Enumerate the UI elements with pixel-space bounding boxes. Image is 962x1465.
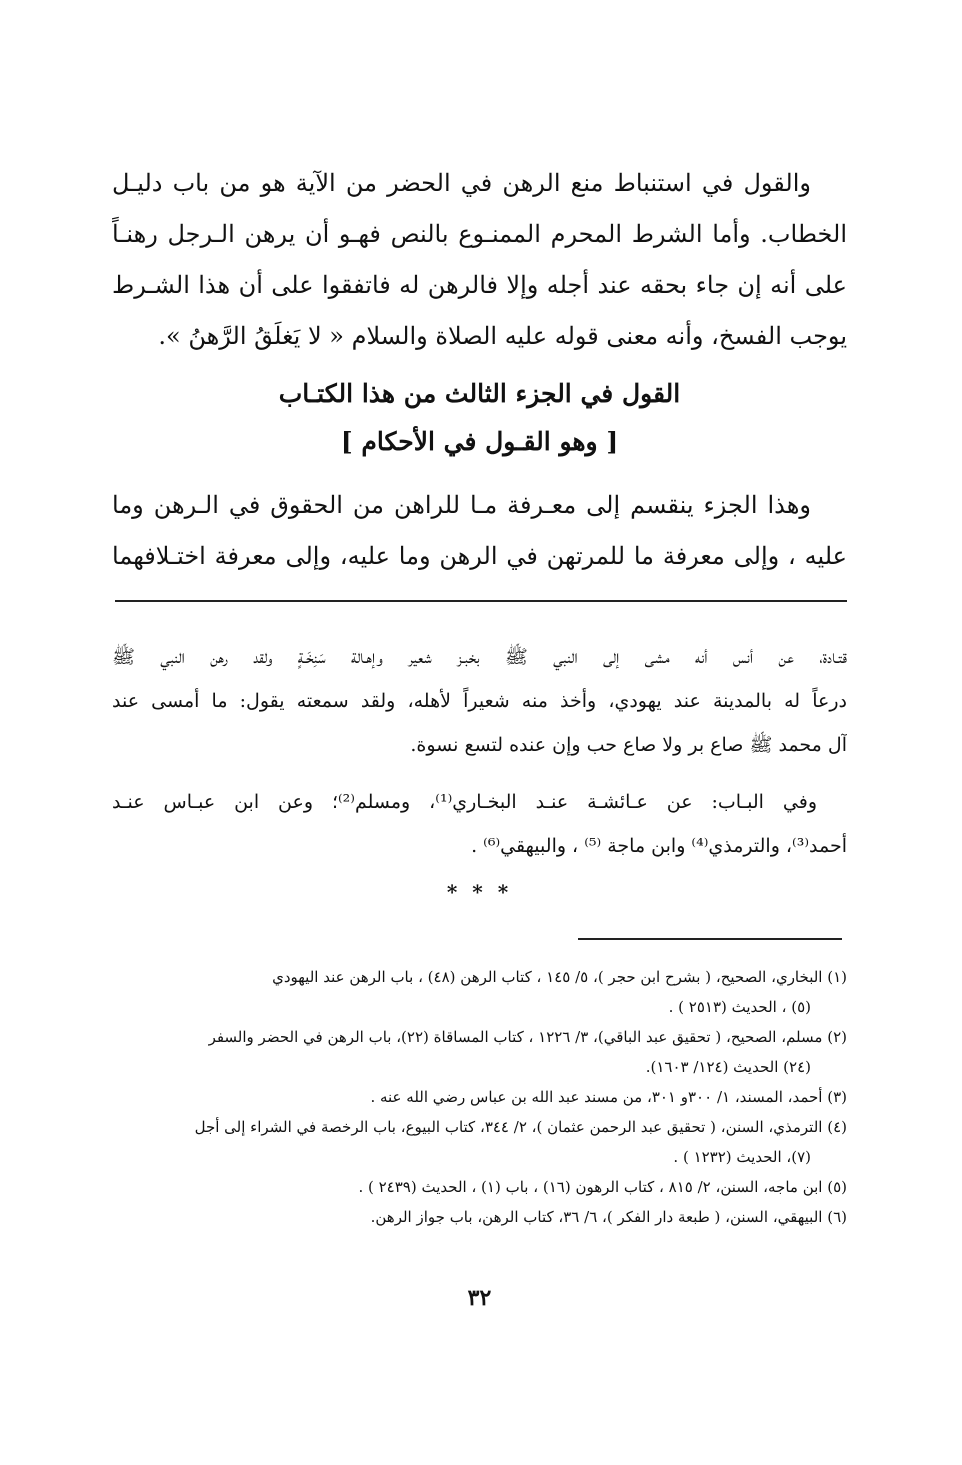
section-line: عليه ، وإلى معرفة ما للمرتهن في الرهن وما عليه، وإلى معرفة اختـلافهما bbox=[112, 542, 847, 570]
quote-line: قتـادة، عن أنس أنه مشى إلى النبي ﷺ بخبـز شعير وإهـالة سَنِخَـةٍ ولقد رهن النبي ﷺ bbox=[112, 646, 847, 668]
main-line: والقول في استنباط منع الرهن في الحضر من الآية هو من باب دليـل bbox=[112, 169, 811, 197]
section-subheading: [ وهو القـول في الأحكام ] bbox=[340, 427, 619, 456]
footnote-line: (١) البخاري، الصحيح، ( بشرح ابن حجر )، ٥/ ١٤٥ ، كتاب الرهن (٤٨) ، باب الرهن عند اليهودي bbox=[272, 968, 847, 986]
hadith-quote bbox=[112, 635, 847, 767]
footnote-line: (٢) مسلم، الصحيح، ( تحقيق عبد الباقي)، ٣/ ١٢٢٦ ، كتاب المساقاة (٢٢)، باب الرهن في الحضر والسفر bbox=[208, 1028, 847, 1046]
footnote-line: (٢٤) الحديث (١٢٤/ ١٦٠٣). bbox=[645, 1058, 811, 1076]
main-paragraph bbox=[112, 158, 847, 362]
quote-line: وفي البـاب: عن عـائشـة عنـد البخـاري⁽¹⁾، ومسلم⁽²⁾؛ وعن ابن عبـاس عنـد bbox=[112, 791, 817, 813]
section-line: وهذا الجزء ينقسم إلى معـرفة مـا للراهن من الحقوق في الـرهن وما bbox=[112, 491, 811, 519]
footnote-divider bbox=[578, 938, 842, 940]
footnote-line: (٥) ابن ماجه، السنن، ٢/ ٨١٥ ، كتاب الرهون (١٦) ، باب (١) ، الحديث (٢٤٣٩ ) . bbox=[358, 1178, 847, 1196]
quote-line: آل محمد ﷺ صاع بر ولا صاع حب وإن عنده لتسع نسوة. bbox=[410, 734, 847, 756]
footnote-line: (٤) الترمذي، السنن، ( تحقيق عبد الرحمن عثمان )، ٢/ ٣٤٤، كتاب البيوع، باب الرخصة في الشراء إلى أجل bbox=[194, 1118, 847, 1136]
quote-line: أحمد⁽³⁾، والترمذي⁽⁴⁾ وابن ماجة ⁽⁵⁾ ، والبيهقي⁽⁶⁾ . bbox=[471, 835, 847, 857]
section-heading: القول في الجزء الثالث من هذا الكتـاب bbox=[278, 379, 681, 408]
page-number: ٣٢ bbox=[467, 1285, 492, 1311]
footnote-line: (٧)، الحديث (١٢٣٢ ) . bbox=[673, 1148, 811, 1166]
section-paragraph bbox=[112, 480, 847, 582]
footnote-line: (٥) ، الحديث (٢٥١٣ ) . bbox=[668, 998, 811, 1016]
separator-stars: * * * bbox=[446, 880, 513, 904]
main-line: على أنه إن جاء بحقه عند أجله وإلا فالرهن له فاتفقوا على أن هذا الشـرط bbox=[112, 271, 847, 299]
quote-line: درعاً له بالمدينة عند يهودي، وأخذ منه شعيراً لأهله، ولقد سمعته يقول: ما أمسى عند bbox=[112, 690, 847, 712]
footnotes bbox=[112, 962, 847, 1232]
main-line: يوجب الفسخ، وأنه معنى قوله عليه الصلاة والسلام « لا يَغلَقُ الرَّهنُ ». bbox=[158, 322, 847, 350]
footnote-line: (٣) أحمد، المسند، ١/ ٣٠٠و ٣٠١، من مسند عبد الله بن عباس رضي الله عنه . bbox=[370, 1088, 847, 1106]
footnote-line: (٦) البيهقي، السنن، ( طبعة دار الفكر )، ٦/ ٣٦، كتاب الرهن، باب جواز الرهن. bbox=[370, 1208, 847, 1226]
chapter-references bbox=[112, 780, 847, 868]
main-line: الخطاب. وأما الشرط المحرم الممنـوع بالنص فهـو أن يرهن الـرجل رهنـاً bbox=[112, 220, 847, 248]
text-divider bbox=[115, 600, 847, 602]
